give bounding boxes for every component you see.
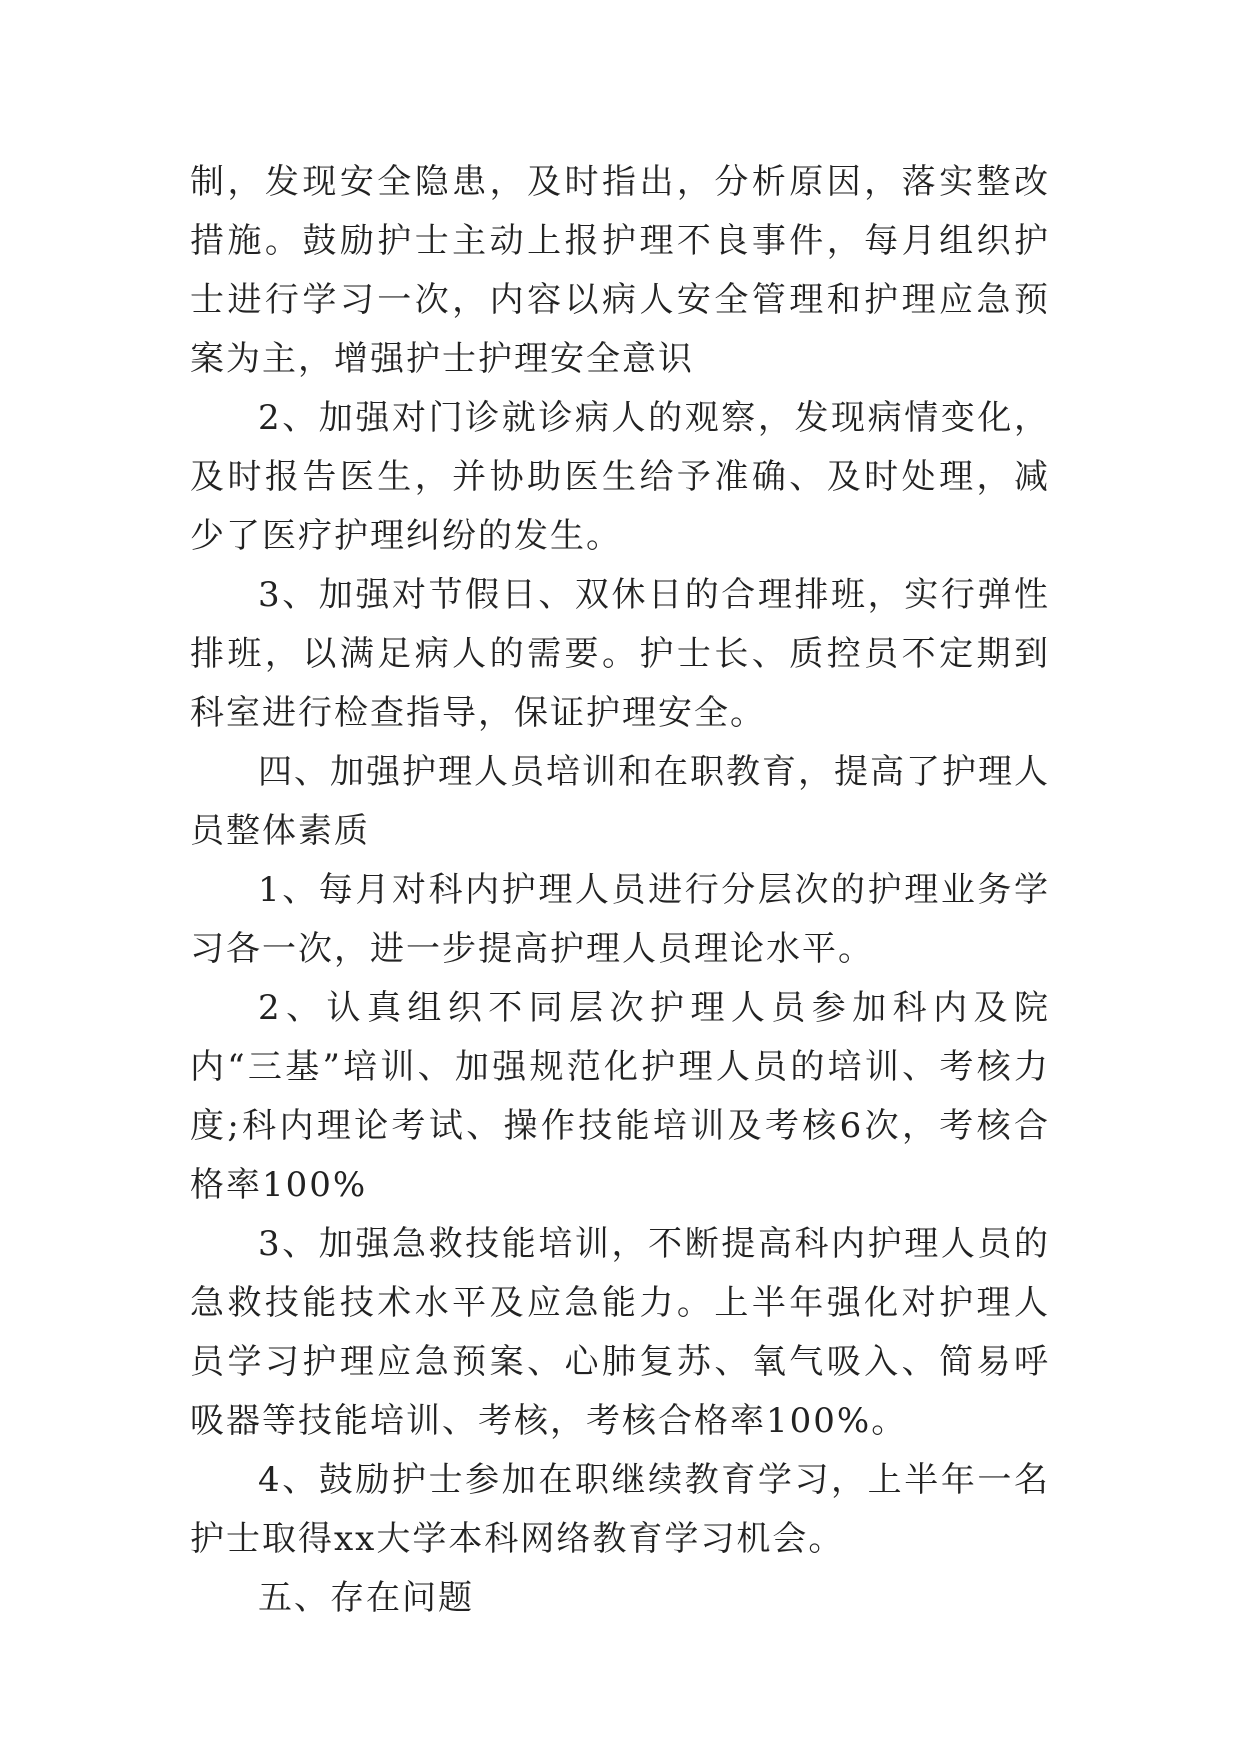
paragraph-item-2-three-basics-training: 2、认真组织不同层次护理人员参加科内及院内“三基”培训、加强规范化护理人员的培训、考核力度;科内理论考试、操作技能培训及考核6次，考核合格率100%	[190, 988, 1050, 1205]
paragraph-item-1-monthly-study: 1、每月对科内护理人员进行分层次的护理业务学习各一次，进一步提高护理人员理论水平。	[190, 870, 1050, 969]
document-body	[190, 153, 1050, 1628]
section-heading-training: 四、加强护理人员培训和在职教育，提高了护理人员整体素质	[190, 752, 1050, 851]
paragraph-item-3-emergency-skills: 3、加强急救技能培训，不断提高科内护理人员的急救技能技术水平及应急能力。上半年强化对护理人员学习护理应急预案、心肺复苏、氧气吸入、简易呼吸器等技能培训、考核，考核合格率100%。	[190, 1224, 1050, 1441]
section-heading-problems: 五、存在问题	[258, 1578, 474, 1618]
paragraph-item-2-outpatient-observation: 2、加强对门诊就诊病人的观察，发现病情变化，及时报告医生，并协助医生给予准确、及时处理，减少了医疗护理纠纷的发生。	[190, 398, 1050, 556]
paragraph-item-3-holiday-scheduling: 3、加强对节假日、双休日的合理排班，实行弹性排班，以满足病人的需要。护士长、质控员不定期到科室进行检查指导，保证护理安全。	[190, 575, 1050, 733]
paragraph-item-4-continuing-education: 4、鼓励护士参加在职继续教育学习，上半年一名护士取得xx大学本科网络教育学习机会。	[190, 1460, 1050, 1559]
paragraph-continuation: 制，发现安全隐患，及时指出，分析原因，落实整改措施。鼓励护士主动上报护理不良事件，每月组织护士进行学习一次，内容以病人安全管理和护理应急预案为主，增强护士护理安全意识	[190, 162, 1050, 379]
